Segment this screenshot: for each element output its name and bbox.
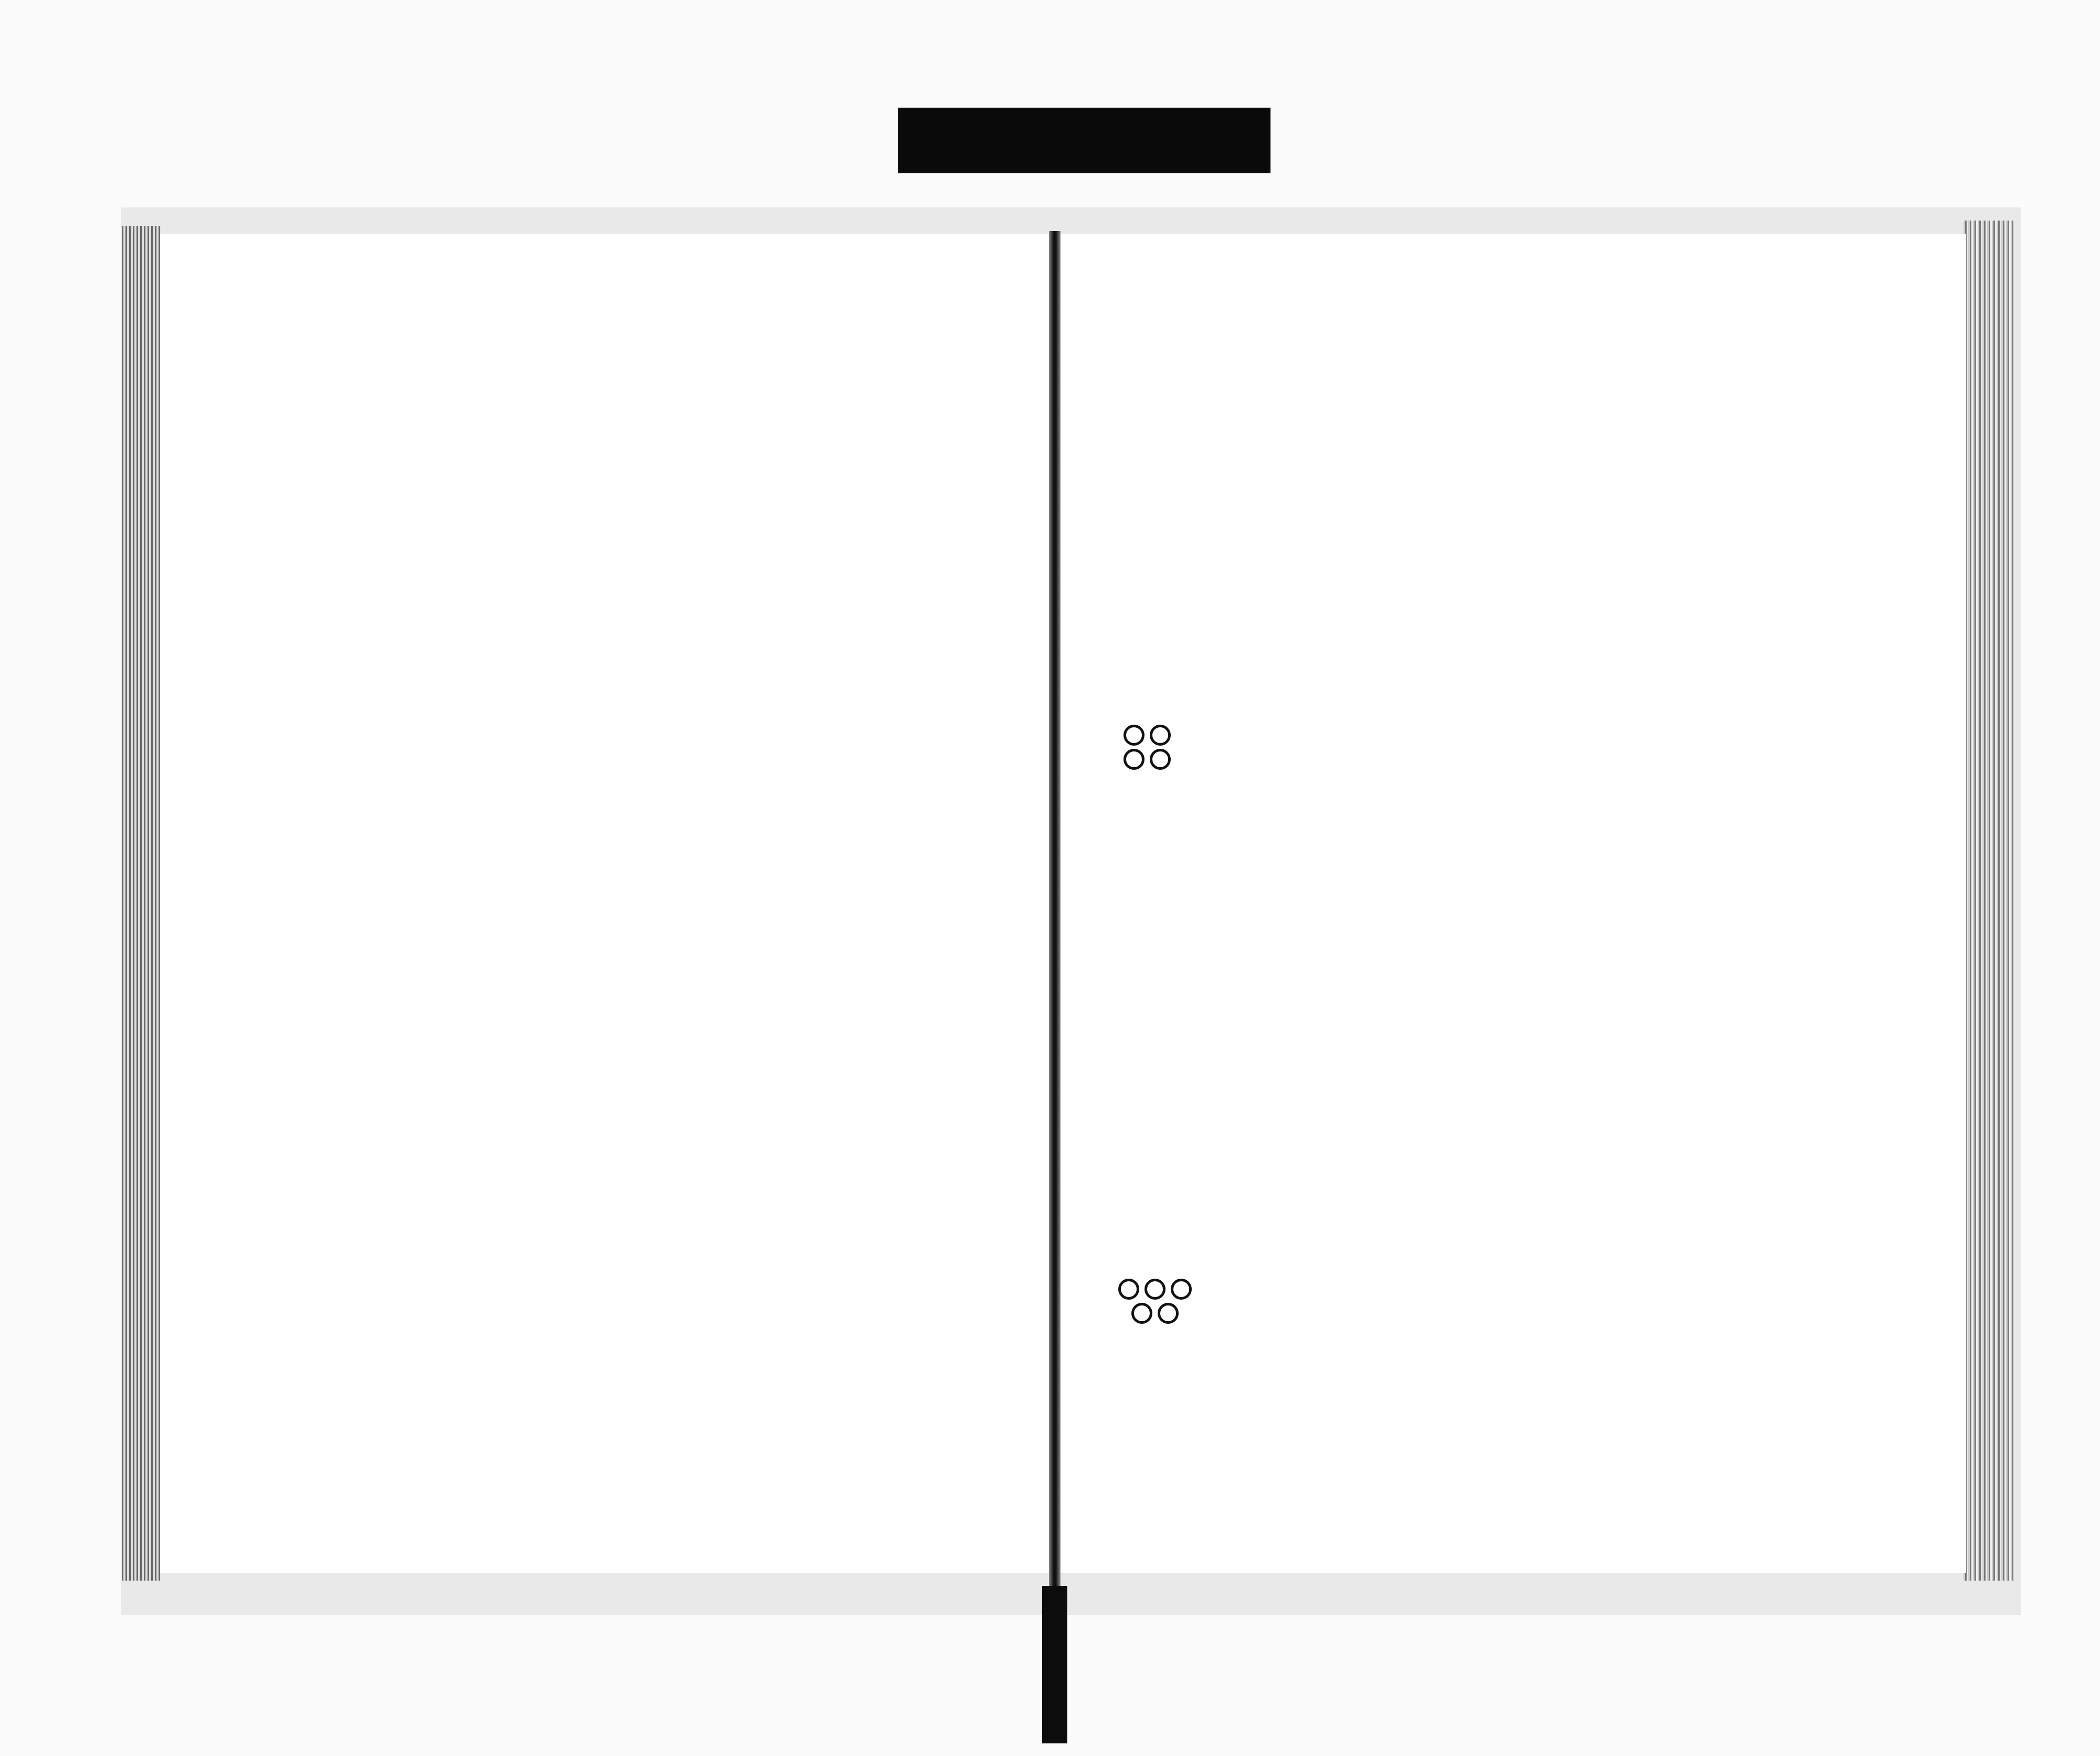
left-page — [160, 234, 1050, 1573]
right-page — [1058, 234, 1966, 1573]
book-edge-left — [122, 226, 161, 1581]
book-spine-foot — [1042, 1586, 1067, 1743]
book-spine — [1049, 231, 1060, 1596]
scan-label — [898, 108, 1270, 173]
book-edge-right — [1964, 221, 2013, 1581]
cup-circles-five — [1118, 1279, 1192, 1324]
cup-circles-three — [1124, 725, 1171, 770]
